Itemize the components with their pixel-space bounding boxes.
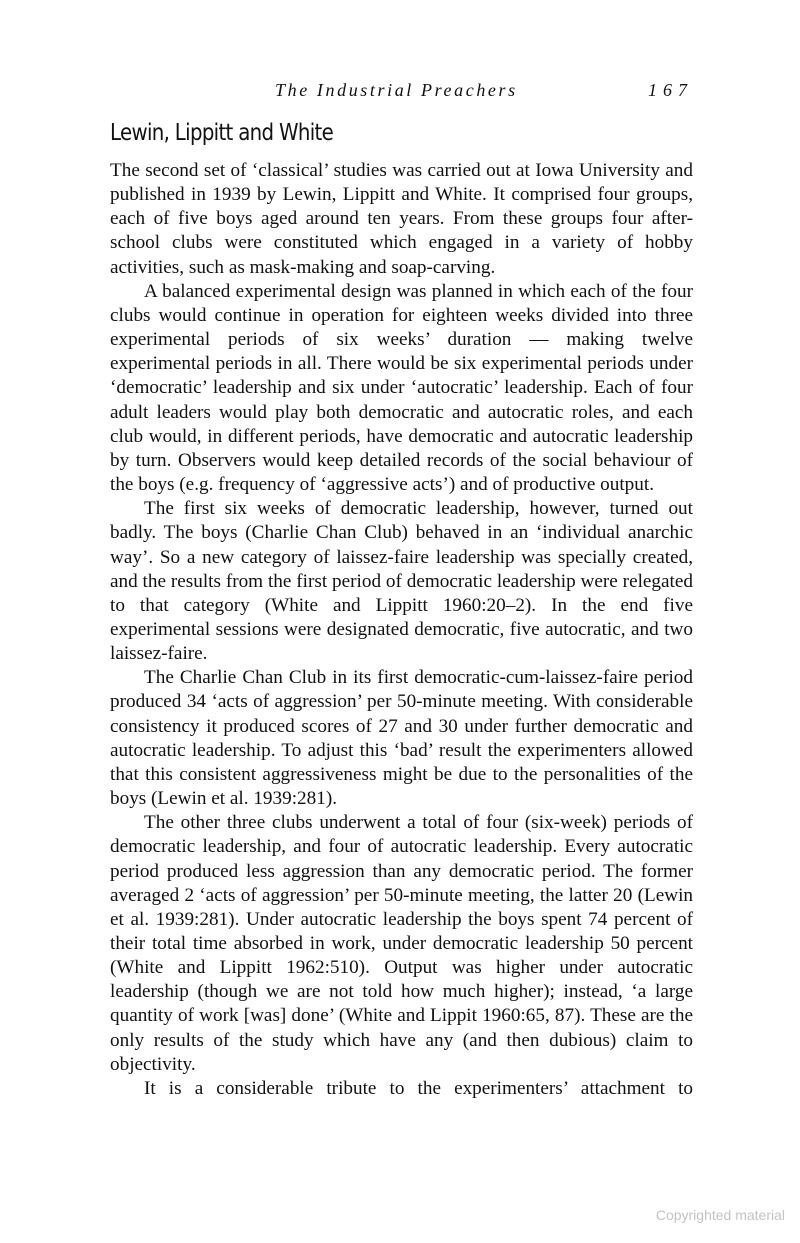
paragraph-5: The other three clubs underwent a total of four (six-week) periods of democratic leadership, and four of autocratic leadership. Every autocratic period produced less aggression than any democratic period. The former averaged 2 ‘acts of aggression’ per 50-minute meeting, the latter 20 (Lewin et al. 1939:281). Under autocratic leadership the boys spent 74 percent of their total time absorbed in work, under democratic leadership 50 percent (White and Lippitt 1962:510). Output was higher under autocratic leadership (though we are not told how much higher); instead, ‘a large quantity of work [was] done’ (White and Lippit 1960:65, 87). These are the only results of the study which have any (and then dubious) claim to objectivity. [110, 812, 693, 1075]
copyright-watermark: Copyrighted material [655, 1207, 785, 1223]
paragraph-1: The second set of ‘classical’ studies was carried out at Iowa University and published in 1939 by Lewin, Lippitt and White. It comprised four groups, each of five boys aged around ten years. From these groups four after-school clubs were constituted which engaged in a variety of hobby activities, such as mask-making and soap-carving. [110, 160, 693, 278]
running-title: The Industrial Preachers [275, 80, 518, 100]
paragraph-6: It is a considerable tribute to the experimenters’ attachment to [144, 1077, 693, 1099]
body-text [110, 159, 693, 1101]
section-heading: Lewin, Lippitt and White [110, 120, 334, 146]
running-head [110, 80, 693, 108]
page-number: 167 [648, 80, 693, 100]
paragraph-3: The first six weeks of democratic leadership, however, turned out badly. The boys (Charlie Chan Club) behaved in an ‘individual anarchic way’. So a new category of laissez-faire leadership was specially created, and the results from the first period of democratic leadership were relegated to that category (White and Lippitt 1960:20–2). In the end five experimental sessions were designated democratic, five autocratic, and two laissez-faire. [110, 498, 693, 665]
paragraph-4: The Charlie Chan Club in its first democratic-cum-laissez-faire period produced 34 ‘acts of aggression’ per 50-minute meeting. With considerable consistency it produced scores of 27 and 30 under further democratic and autocratic leadership. To adjust this ‘bad’ result the experimenters allowed that this consistent aggressiveness might be due to the personalities of the boys (Lewin et al. 1939:281). [110, 667, 693, 810]
paragraph-2: A balanced experimental design was planned in which each of the four clubs would continue in operation for eighteen weeks divided into three experimental periods of six weeks’ duration — making twelve experimental periods in all. There would be six experimental periods under ‘democratic’ leadership and six under ‘autocratic’ leadership. Each of four adult leaders would play both democratic and autocratic roles, and each club would, in different periods, have democratic and autocratic leadership by turn. Observers would keep detailed records of the social behaviour of the boys (e.g. frequency of ‘aggressive acts’) and of productive output. [110, 280, 693, 496]
